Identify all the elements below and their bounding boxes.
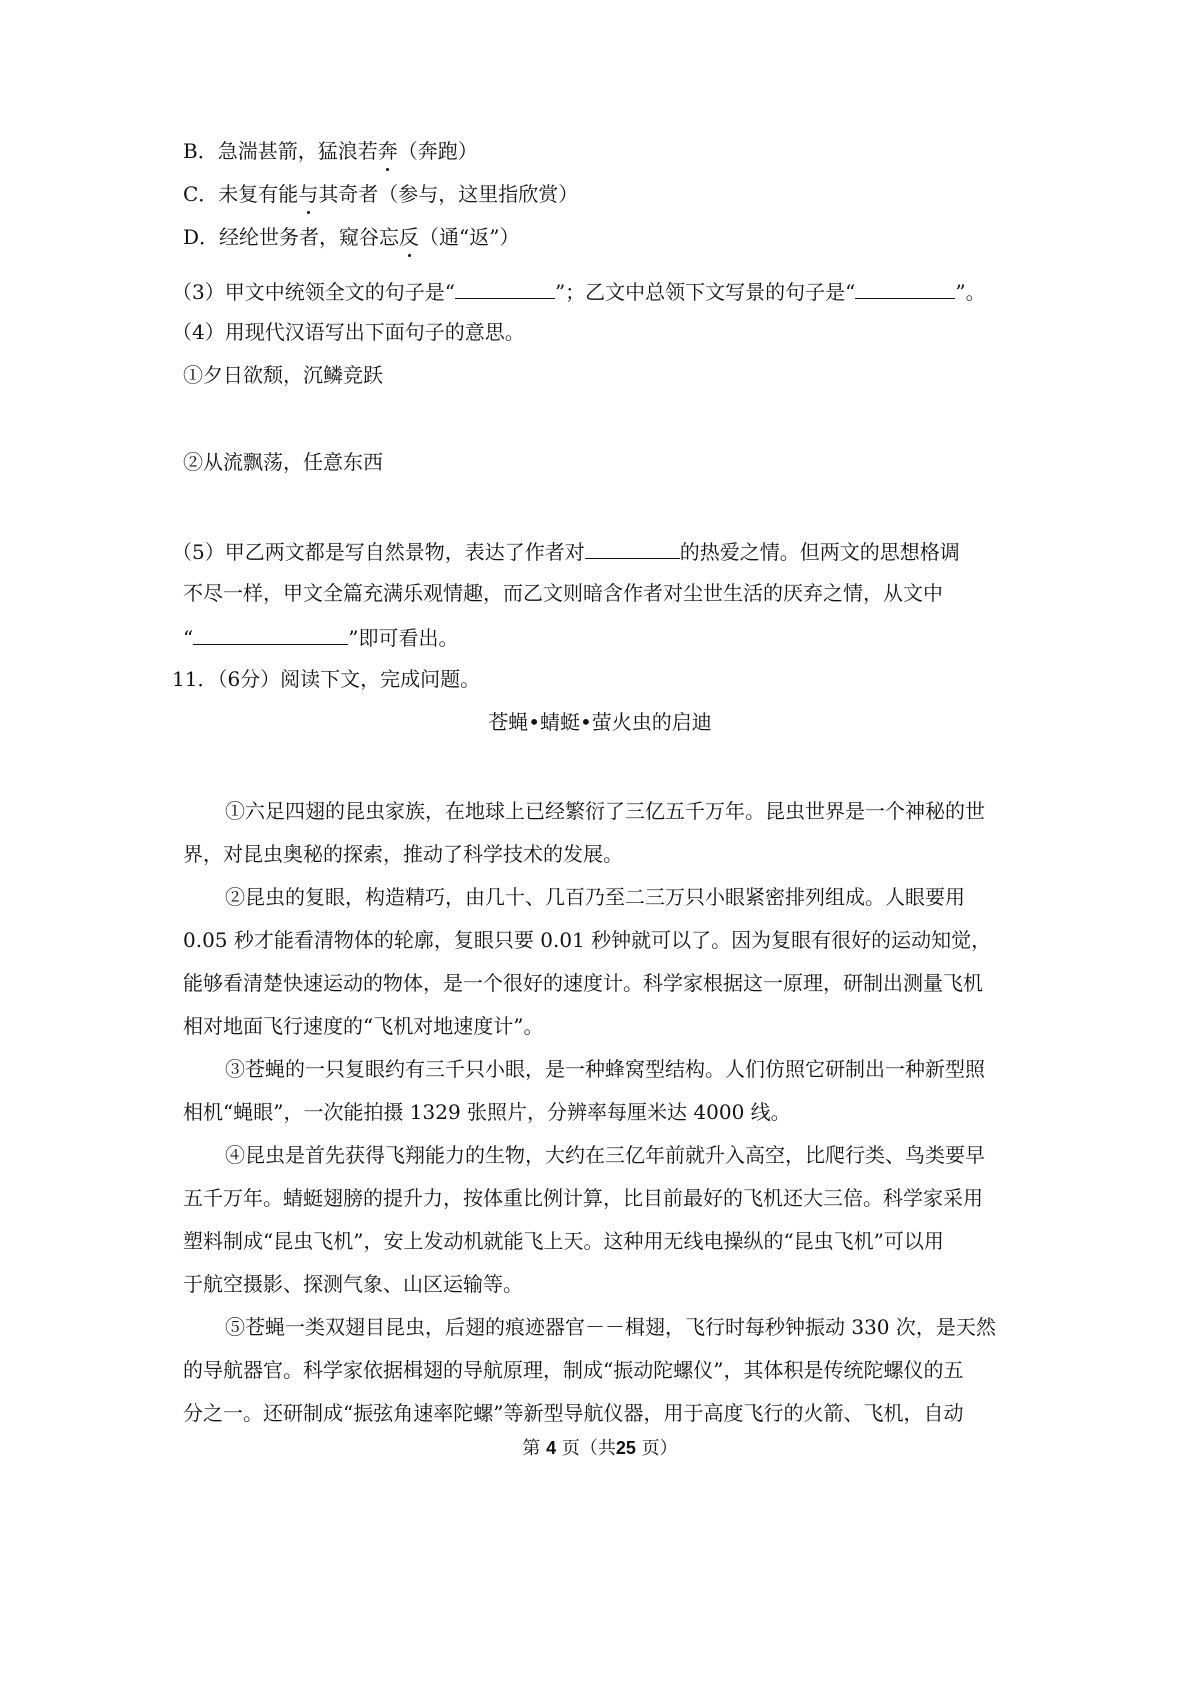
- question-3: [172, 276, 986, 306]
- passage-p2-line-3: 能够看清楚快速运动的物体，是一个很好的速度计。科学家根据这一原理，研制出测量飞机: [183, 971, 983, 995]
- question-3-text-c: ”。: [955, 280, 986, 304]
- passage-p5-line-3: 分之一。还研制成“振弦角速率陀螺”等新型导航仪器，用于高度飞行的火箭、飞机，自动: [183, 1401, 964, 1425]
- question-5-line-3: [183, 622, 458, 652]
- passage-p1-line-1: ①六足四翅的昆虫家族，在地球上已经繁衍了三亿五千万年。昆虫世界是一个神秘的世: [225, 799, 985, 823]
- question-4-prompt: （4）用现代汉语写出下面句子的意思。: [172, 320, 525, 344]
- current-page-number: 4: [546, 1438, 557, 1458]
- option-c: [183, 180, 578, 208]
- question-5-text-a: （5）甲乙两文都是写自然景物，表达了作者对: [172, 540, 585, 564]
- passage-p4-line-1: ④昆虫是首先获得飞翔能力的生物，大约在三亿年前就升入高空，比爬行类、鸟类要早: [225, 1143, 985, 1167]
- footer-suffix: 页）: [641, 1438, 678, 1459]
- option-d-text: D．经纶世务者，窥谷忘: [183, 225, 400, 249]
- question-5-text-b: 的热爱之情。但两文的思想格调: [679, 540, 960, 564]
- passage-title: 苍蝇•蜻蜓•萤火虫的启迪: [488, 710, 712, 734]
- total-page-count: 25: [615, 1438, 636, 1458]
- answer-blank-3b[interactable]: [855, 276, 955, 299]
- question-5-quote-open: “: [183, 626, 194, 650]
- question-4-item-2: ②从流飘荡，任意东西: [183, 450, 383, 474]
- question-3-text-a: （3）甲文中统领全文的句子是“: [172, 280, 455, 304]
- option-b-gloss: （奔跑）: [397, 139, 478, 163]
- question-5-line-1: [172, 536, 960, 566]
- question-5-line-2: 不尽一样，甲文全篇充满乐观情趣，而乙文则暗含作者对尘世生活的厌弃之情，从文中: [183, 581, 943, 605]
- passage-p5-line-2: 的导航器官。科学家依据楫翅的导航原理，制成“振动陀螺仪”，其体积是传统陀螺仪的五: [183, 1358, 964, 1382]
- passage-p2-line-1: ②昆虫的复眼，构造精巧，由几十、几百乃至二三万只小眼紧密排列组成。人眼要用: [225, 885, 965, 909]
- option-d-emphasis: 反: [399, 225, 420, 249]
- option-c-emphasis: 与: [298, 182, 319, 206]
- option-b-emphasis: 奔: [377, 139, 398, 163]
- passage-p3-line-1: ③苍蝇的一只复眼约有三千只小眼，是一种蜂窝型结构。人们仿照它研制出一种新型照: [225, 1057, 985, 1081]
- answer-blank-5b[interactable]: [193, 622, 348, 645]
- footer-prefix: 第: [522, 1438, 541, 1459]
- option-d-gloss: （通“返”）: [419, 225, 520, 249]
- option-c-text: C．未复有能: [183, 182, 299, 206]
- option-c-gloss: 其奇者（参与，这里指欣赏）: [318, 182, 579, 206]
- passage-p4-line-4: 于航空摄影、探测气象、山区运输等。: [183, 1272, 523, 1296]
- question-5-text-c: ”即可看出。: [348, 626, 459, 650]
- answer-blank-3a[interactable]: [455, 276, 555, 299]
- question-11-heading: 11．（6分）阅读下文，完成问题。: [172, 667, 481, 691]
- passage-p1-line-2: 界，对昆虫奥秘的探索，推动了科学技术的发展。: [183, 842, 623, 866]
- option-d: [183, 223, 520, 251]
- passage-p4-line-3: 塑料制成“昆虫飞机”，安上发动机就能飞上天。这种用无线电操纵的“昆虫飞机”可以用: [183, 1229, 944, 1253]
- question-4-item-1: ①夕日欲颓，沉鳞竞跃: [183, 363, 383, 387]
- passage-p3-line-2: 相机“蝇眼”，一次能拍摄 1329 张照片，分辨率每厘米达 4000 线。: [183, 1100, 791, 1124]
- passage-p2-line-4: 相对地面飞行速度的“飞机对地速度计”。: [183, 1014, 544, 1038]
- answer-blank-5a[interactable]: [585, 536, 680, 559]
- option-b: [183, 137, 478, 165]
- option-b-text: B．急湍甚箭，猛浪若: [183, 139, 378, 163]
- question-3-text-b: ”；乙文中总领下文写景的句子是“: [554, 280, 856, 304]
- passage-p2-line-2: 0.05 秒才能看清物体的轮廓，复眼只要 0.01 秒钟就可以了。因为复眼有很好的运动知觉，: [183, 928, 992, 952]
- passage-p4-line-2: 五千万年。蜻蜓翅膀的提升力，按体重比例计算，比目前最好的飞机还大三倍。科学家采用: [183, 1186, 983, 1210]
- footer-middle: 页（共: [561, 1438, 616, 1459]
- page-footer: [0, 1436, 1200, 1461]
- passage-p5-line-1: ⑤苍蝇一类双翅目昆虫，后翅的痕迹器官－－楫翅，飞行时每秒钟振动 330 次，是天然: [225, 1315, 996, 1339]
